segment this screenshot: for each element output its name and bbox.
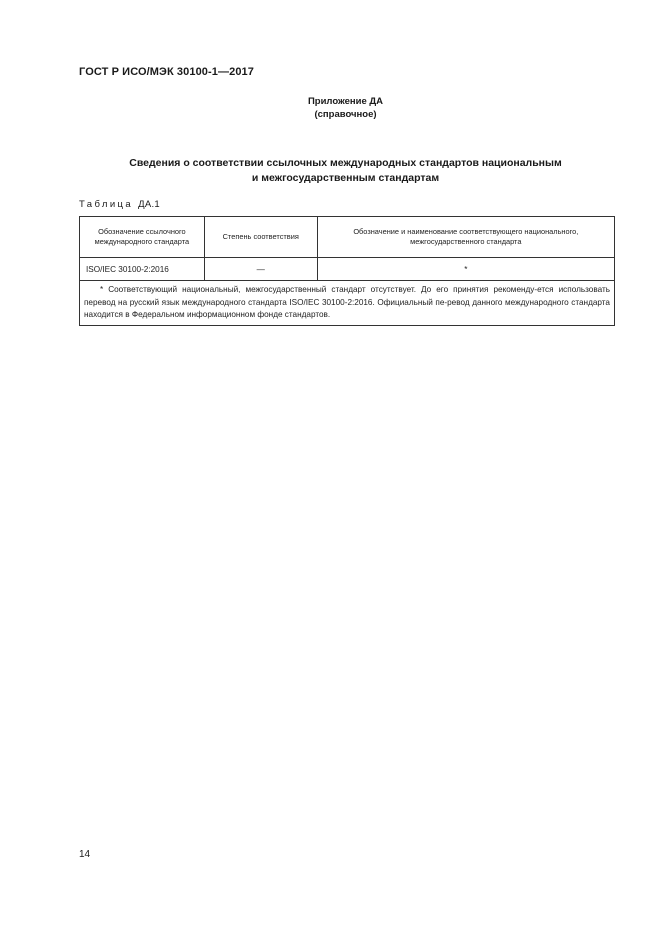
table-row [80, 258, 615, 281]
header-cell-reference-standard: Обозначение ссылочного международного стандарта [80, 217, 205, 258]
appendix-label: Приложение ДА [307, 96, 384, 107]
header-cell-degree: Степень соответствия [204, 217, 317, 258]
appendix-heading [0, 95, 661, 121]
cell-reference-standard: ISO/IEC 30100-2:2016 [80, 258, 205, 281]
table-footnote: * Соответствующий национальный, межгосударственный стандарт отсутствует. До его принятия рекоменду-ется использовать перевод на русский язык международного стандарта ISO/IEC 30100-2:2016. Официальный пе-ревод данного международного стандарта находится в Федеральном информационном фонде стандартов. [84, 285, 610, 320]
table-header-row [80, 217, 615, 258]
table-caption [79, 199, 160, 210]
cell-national-standard: * [317, 258, 614, 281]
page-number: 14 [79, 849, 91, 860]
table-caption-prefix: Таблица [79, 199, 134, 210]
appendix-title [0, 156, 661, 185]
standards-correspondence-table [79, 216, 615, 326]
document-header: ГОСТ Р ИСО/МЭК 30100-1—2017 [79, 66, 254, 78]
table-footnote-cell [80, 281, 615, 326]
header-cell-national-standard: Обозначение и наименование соответствующего национального, межгосударственного стандарта [317, 217, 614, 258]
table-caption-number: ДА.1 [138, 199, 161, 210]
cell-degree: — [204, 258, 317, 281]
appendix-type: (справочное) [314, 109, 377, 120]
table-footnote-row [80, 281, 615, 326]
title-line-1: Сведения о соответствии ссылочных международных стандартов национальным [129, 157, 562, 169]
title-line-2: и межгосударственным стандартам [251, 171, 440, 184]
